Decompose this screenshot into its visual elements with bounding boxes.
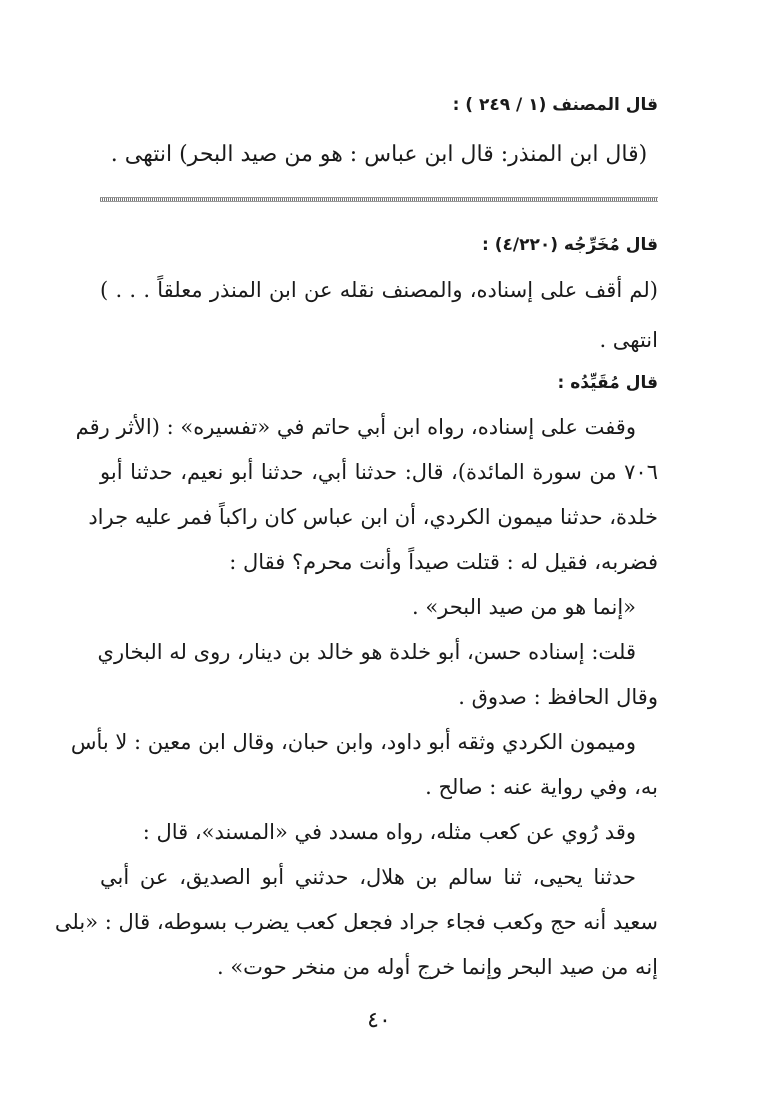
heading-musannif: قال المصنف (١ / ٢٤٩ ) :: [452, 95, 658, 115]
heading-muqayyid: قال مُقَيِّدُه :: [557, 373, 658, 393]
mukharrij-line-1: (لم أقف على إسناده، والمصنف نقله عن ابن المنذر معلقاً . . . ): [100, 278, 658, 302]
muqayyid-line-5: «إنما هو من صيد البحر» .: [411, 595, 636, 619]
muqayyid-line-9: به، وفي رواية عنه : صالح .: [425, 775, 658, 799]
muqayyid-line-10: وقد رُوي عن كعب مثله، رواه مسدد في «المسند»، قال :: [142, 820, 636, 844]
heading-mukharrij: قال مُخَرِّجُه (٤/٢٢٠) :: [481, 235, 658, 255]
muqayyid-line-8: وميمون الكردي وثقه أبو داود، وابن حبان، وقال ابن معين : لا بأس: [70, 730, 636, 754]
quote-ibn-mundhir: (قال ابن المنذر: قال ابن عباس : هو من صيد البحر) انتهى .: [110, 142, 648, 167]
mukharrij-line-2: انتهى .: [599, 328, 658, 352]
muqayyid-line-3: خلدة، حدثنا ميمون الكردي، أن ابن عباس كان راكباً فمر عليه جراد: [88, 505, 658, 529]
muqayyid-line-1: وقفت على إسناده، رواه ابن أبي حاتم في «تفسيره» : (الأثر رقم: [75, 415, 636, 439]
muqayyid-line-7: وقال الحافظ : صدوق .: [458, 685, 658, 709]
muqayyid-line-6: قلت: إسناده حسن، أبو خلدة هو خالد بن دينار، روى له البخاري: [97, 640, 636, 664]
muqayyid-line-11: حدثنا يحيى، ثنا سالم بن هلال، حدثني أبو الصديق، عن أبي: [100, 865, 636, 889]
section-divider: [100, 197, 658, 202]
page-number: ٤٠: [367, 1008, 391, 1033]
muqayyid-line-12: سعيد أنه حج وكعب فجاء جراد فجعل كعب يضرب بسوطه، قال : «بلى: [54, 910, 658, 934]
muqayyid-line-13: إنه من صيد البحر وإنما خرج أوله من منخر حوت» .: [216, 955, 658, 979]
muqayyid-line-4: فضربه، فقيل له : قتلت صيداً وأنت محرم؟ فقال :: [229, 550, 658, 574]
muqayyid-line-2: ٧٠٦ من سورة المائدة)، قال: حدثنا أبي، حدثنا أبو نعيم، حدثنا أبو: [100, 460, 658, 484]
